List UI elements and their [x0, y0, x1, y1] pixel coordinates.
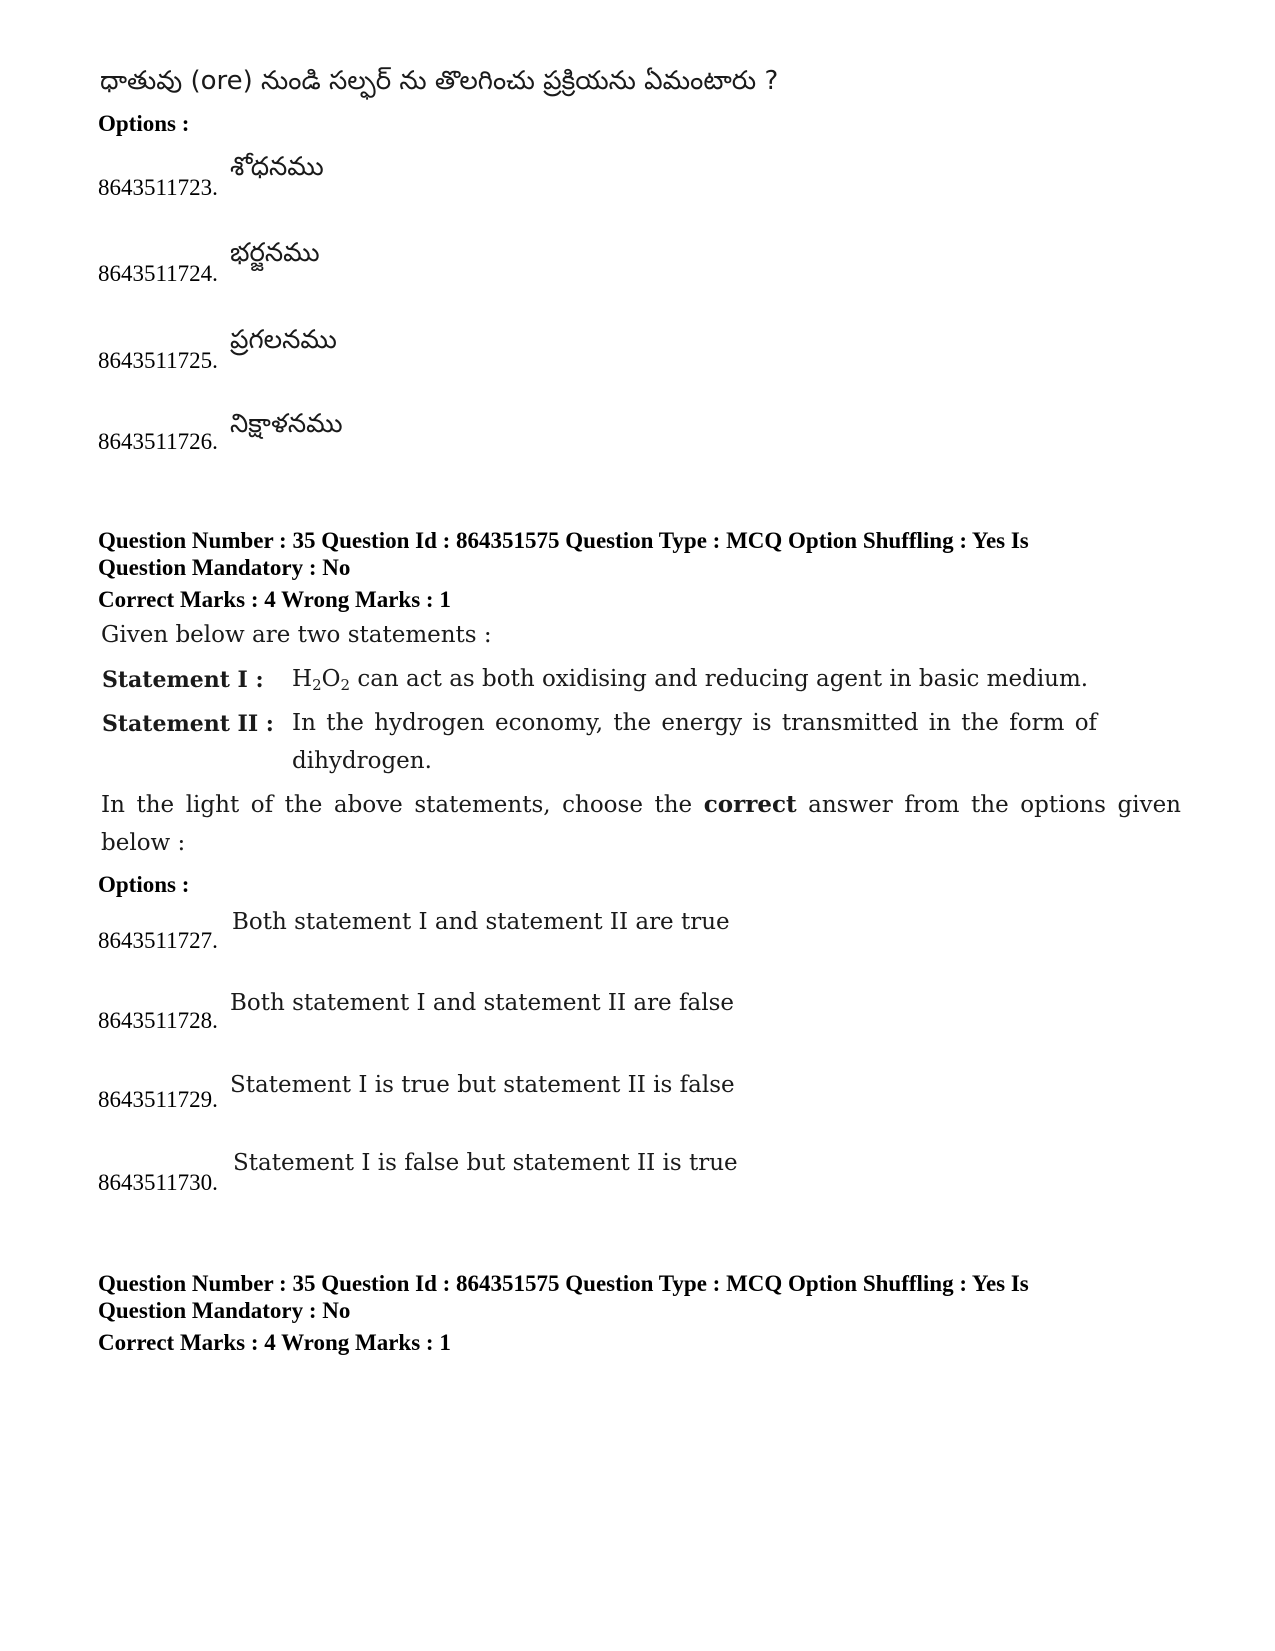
option-text: ప్రగలనము	[230, 325, 337, 355]
formula-h: H	[292, 666, 313, 692]
option-id: 8643511724.	[98, 261, 218, 286]
question-intro: Given below are two statements :	[101, 622, 492, 648]
question-marks: Correct Marks : 4 Wrong Marks : 1	[98, 1330, 451, 1355]
statement-1-label: Statement I :	[102, 667, 264, 693]
statement-1-text	[292, 666, 1088, 694]
statement-2-text: In the hydrogen economy, the energy is transmitted in the form of	[292, 710, 1098, 736]
question-prompt-part2: answer from the options given below :	[101, 792, 1181, 856]
option-text: Statement I is false but statement II is true	[233, 1150, 738, 1176]
question-header-continued: Question Mandatory : No	[98, 555, 351, 580]
options-label: Options :	[98, 111, 190, 136]
formula-o: O	[321, 666, 341, 692]
statement-2-label: Statement II :	[102, 711, 274, 737]
question-prompt	[101, 786, 1181, 862]
option-id: 8643511728.	[98, 1008, 218, 1033]
options-label: Options :	[98, 872, 190, 897]
option-text: భర్జనము	[230, 238, 320, 268]
option-id: 8643511726.	[98, 429, 218, 454]
option-id: 8643511723.	[98, 175, 218, 200]
question-header-continued: Question Mandatory : No	[98, 1298, 351, 1323]
statement-1-body: can act as both oxidising and reducing agent in basic medium.	[350, 666, 1089, 692]
option-text: శోధనము	[230, 152, 324, 182]
question-text-telugu: ధాతువు (ore) నుండి సల్ఫర్ ను తొలగించు ప్రక్రియను ఏమంటారు ?	[100, 66, 779, 96]
question-marks: Correct Marks : 4 Wrong Marks : 1	[98, 587, 451, 612]
option-text: Statement I is true but statement II is false	[230, 1072, 735, 1098]
option-id: 8643511727.	[98, 928, 218, 953]
option-id: 8643511729.	[98, 1087, 218, 1112]
option-id: 8643511730.	[98, 1170, 218, 1195]
option-text: Both statement I and statement II are false	[230, 990, 734, 1016]
option-text: నిక్షాళనము	[230, 409, 343, 439]
question-header: Question Number : 35 Question Id : 864351575 Question Type : MCQ Option Shuffling : Yes Is	[98, 1271, 1029, 1296]
option-text: Both statement I and statement II are true	[232, 909, 730, 935]
question-prompt-emphasis: correct	[703, 791, 797, 818]
formula-subscript: 2	[312, 676, 322, 694]
statement-2-text-continued: dihydrogen.	[292, 748, 432, 774]
option-id: 8643511725.	[98, 348, 218, 373]
question-header: Question Number : 35 Question Id : 864351575 Question Type : MCQ Option Shuffling : Yes Is	[98, 528, 1029, 553]
question-prompt-part1: In the light of the above statements, choose the	[101, 792, 704, 818]
formula-subscript: 2	[340, 676, 351, 694]
